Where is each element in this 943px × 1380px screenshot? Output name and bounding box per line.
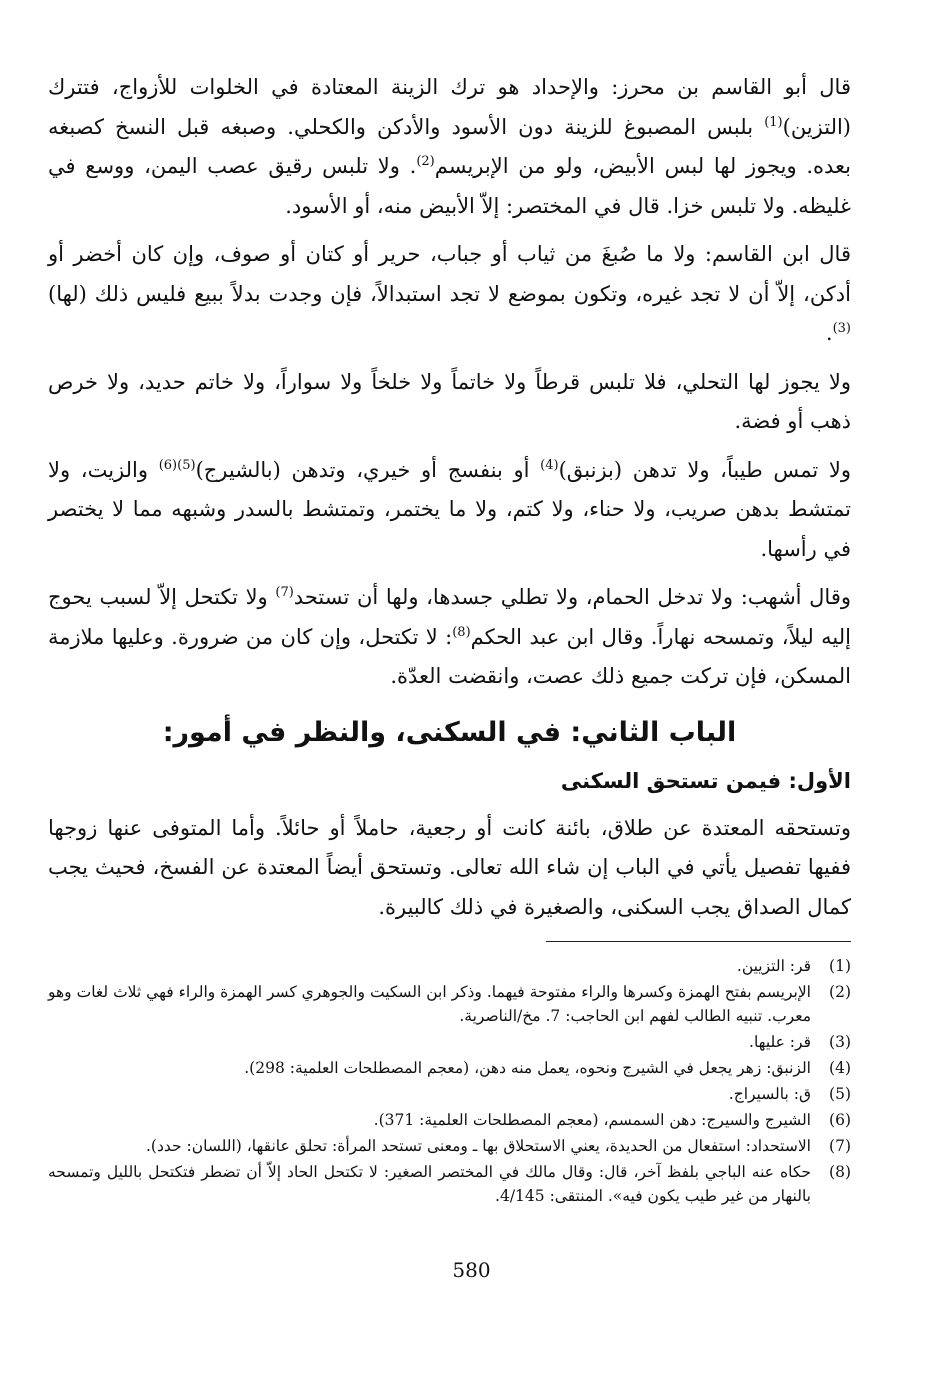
footnote-number: (4) bbox=[829, 1059, 851, 1077]
footnote-ref-3[interactable]: (3) bbox=[832, 321, 851, 336]
footnote-text: ق: بالسيراج. bbox=[728, 1085, 811, 1103]
footnote-ref-8[interactable]: (8) bbox=[452, 624, 471, 640]
footnote-text: الاستحداد: استفعال من الحديدة، يعني الاستحلاق بها ـ ومعنى تستحد المرأة: تحلق عانقها، (اللسان: حدد). bbox=[145, 1137, 811, 1155]
section-title: الأول: فيمن تستحق السكنى bbox=[560, 768, 851, 793]
chapter-title: الباب الثاني: في السكنى، والنظر في أمور: bbox=[162, 716, 737, 748]
footnote-item bbox=[48, 1030, 851, 1054]
footnote-text: الإبريسم بفتح الهمزة وكسرها والراء مفتوحة فيهما. وذكر ابن السكيت والجوهري كسر الهمزة والراء فهي ثلاث لغات وهو معرب. تنبيه الطالب لفهم ابن الحاجب: 7. مخ/الناصرية. bbox=[48, 983, 811, 1025]
footnote-item bbox=[48, 1108, 851, 1132]
paragraph-text: بلبس المصبوغ للزينة دون الأسود والأدكن والكحلي. وصبغه قبل النسخ كصبغه بعده. ويجوز لها لبس الأبيض، ولو من الإبريسم bbox=[48, 114, 852, 178]
footnote-number: (2) bbox=[829, 983, 851, 1001]
footnote-item bbox=[48, 1056, 851, 1080]
footnote-ref-7[interactable]: (7) bbox=[275, 585, 294, 600]
paragraph-text: قال ابن القاسم: ولا ما صُبغَ من ثياب أو جباب، حرير أو كتان أو صوف، وإن كان أخضر أو أدكن، إلاّ أن لا تجد غيره، وتكون بموضع لا تجد استبدالاً، فإن وجدت بدلاً ببيع فليس ذلك (لها) bbox=[48, 242, 851, 306]
paragraph-text: وقال أشهب: ولا تدخل الحمام، ولا تطلي جسدها، ولها أن تستحد bbox=[293, 585, 851, 609]
paragraph-5 bbox=[48, 578, 851, 697]
footnote-item bbox=[48, 1082, 851, 1106]
footnote-ref-5[interactable]: (5) bbox=[177, 457, 196, 473]
paragraph-text: والزيت، ولا تمتشط بدهن صريب، ولا حناء، ولا كتم، ولا ما يختمر، وتمتشط بالسدر وشبهه مما لا يختصر في رأسها. bbox=[48, 457, 851, 561]
paragraph-3: ولا يجوز لها التحلي، فلا تلبس قرطاً ولا خاتماً ولا خلخاً ولا سواراً، ولا خاتم حديد، ولا خرص ذهب أو فضة. bbox=[48, 369, 851, 433]
footnote-ref-6[interactable]: (6) bbox=[158, 457, 178, 473]
footnote-ref-2[interactable]: (2) bbox=[416, 154, 435, 169]
paragraph-text: . bbox=[825, 321, 833, 345]
footnote-number: (8) bbox=[829, 1163, 851, 1181]
footnote-number: (7) bbox=[829, 1137, 851, 1155]
page-number: 580 bbox=[452, 1258, 491, 1282]
footnote-item bbox=[48, 1134, 851, 1158]
footnote-ref-1[interactable]: (1) bbox=[764, 114, 783, 130]
paragraph-2 bbox=[48, 235, 851, 354]
footnote-ref-4[interactable]: (4) bbox=[540, 457, 559, 473]
footnote-text: قر: التزيين. bbox=[736, 957, 811, 975]
footnotes-list bbox=[48, 954, 851, 1208]
paragraph-4 bbox=[48, 451, 851, 570]
paragraph-text: ولا تكتحل إلاّ لسبب يحوج إليه ليلاً، وتمسحه نهاراً. وقال ابن عبد الحكم bbox=[48, 585, 851, 649]
footnote-divider bbox=[546, 941, 851, 942]
footnote-number: (3) bbox=[829, 1033, 851, 1051]
paragraph-text: . ولا تلبس رقيق عصب اليمن، ووسع في غليظه. ولا تلبس خزا. قال في المختصر: إلاّ الأبيض منه، أو الأسود. bbox=[48, 154, 851, 218]
footnote-number: (5) bbox=[829, 1085, 851, 1103]
paragraph-text: قال أبو القاسم بن محرز: والإحداد هو ترك الزينة المعتادة في الخلوات للأزواج، فتترك (التزين) bbox=[48, 75, 851, 139]
paragraph-text: ولا تمس طيباً، ولا تدهن (بزنبق) bbox=[558, 457, 851, 482]
paragraph-6: وتستحقه المعتدة عن طلاق، بائنة كانت أو رجعية، حاملاً أو حائلاً. وأما المتوفى عنها زوجها ففيها تفصيل يأتي في الباب إن شاء الله تعالى. وتستحق أيضاً المعتدة عن الفسخ، فحيث يجب كمال الصداق يجب السكنى، والصغيرة في ذلك كالبيرة. bbox=[48, 815, 851, 919]
paragraph-1 bbox=[48, 68, 851, 226]
footnote-number: (1) bbox=[829, 957, 851, 975]
footnote-text: قر: عليها. bbox=[749, 1033, 811, 1051]
footnote-text: الشيرج والسيرج: دهن السمسم، (معجم المصطلحات العلمية: 371). bbox=[373, 1111, 811, 1129]
footnote-item bbox=[48, 954, 851, 978]
footnote-number: (6) bbox=[829, 1111, 851, 1129]
paragraph-text: أو بنفسج أو خيري، وتدهن (بالشيرج) bbox=[195, 457, 541, 482]
footnote-item bbox=[48, 1160, 851, 1208]
footnote-text: حكاه عنه الباجي بلفظ آخر، قال: وقال مالك في المختصر الصغير: لا تكتحل الحاد إلاّ أن تضطر فتكتحل بالليل وتمسحه بالنهار من غير طيب يكون فيه». المنتقى: 4/145. bbox=[48, 1163, 811, 1205]
paragraph-text: : لا تكتحل، وإن كان من ضرورة. وعليها ملازمة المسكن، فإن تركت جميع ذلك عصت، وانقضت العدّة. bbox=[48, 624, 851, 688]
footnote-item bbox=[48, 980, 851, 1028]
footnote-text: الزنبق: زهر يجعل في الشيرج ونحوه، يعمل منه دهن، (معجم المصطلحات العلمية: 298). bbox=[244, 1059, 811, 1077]
